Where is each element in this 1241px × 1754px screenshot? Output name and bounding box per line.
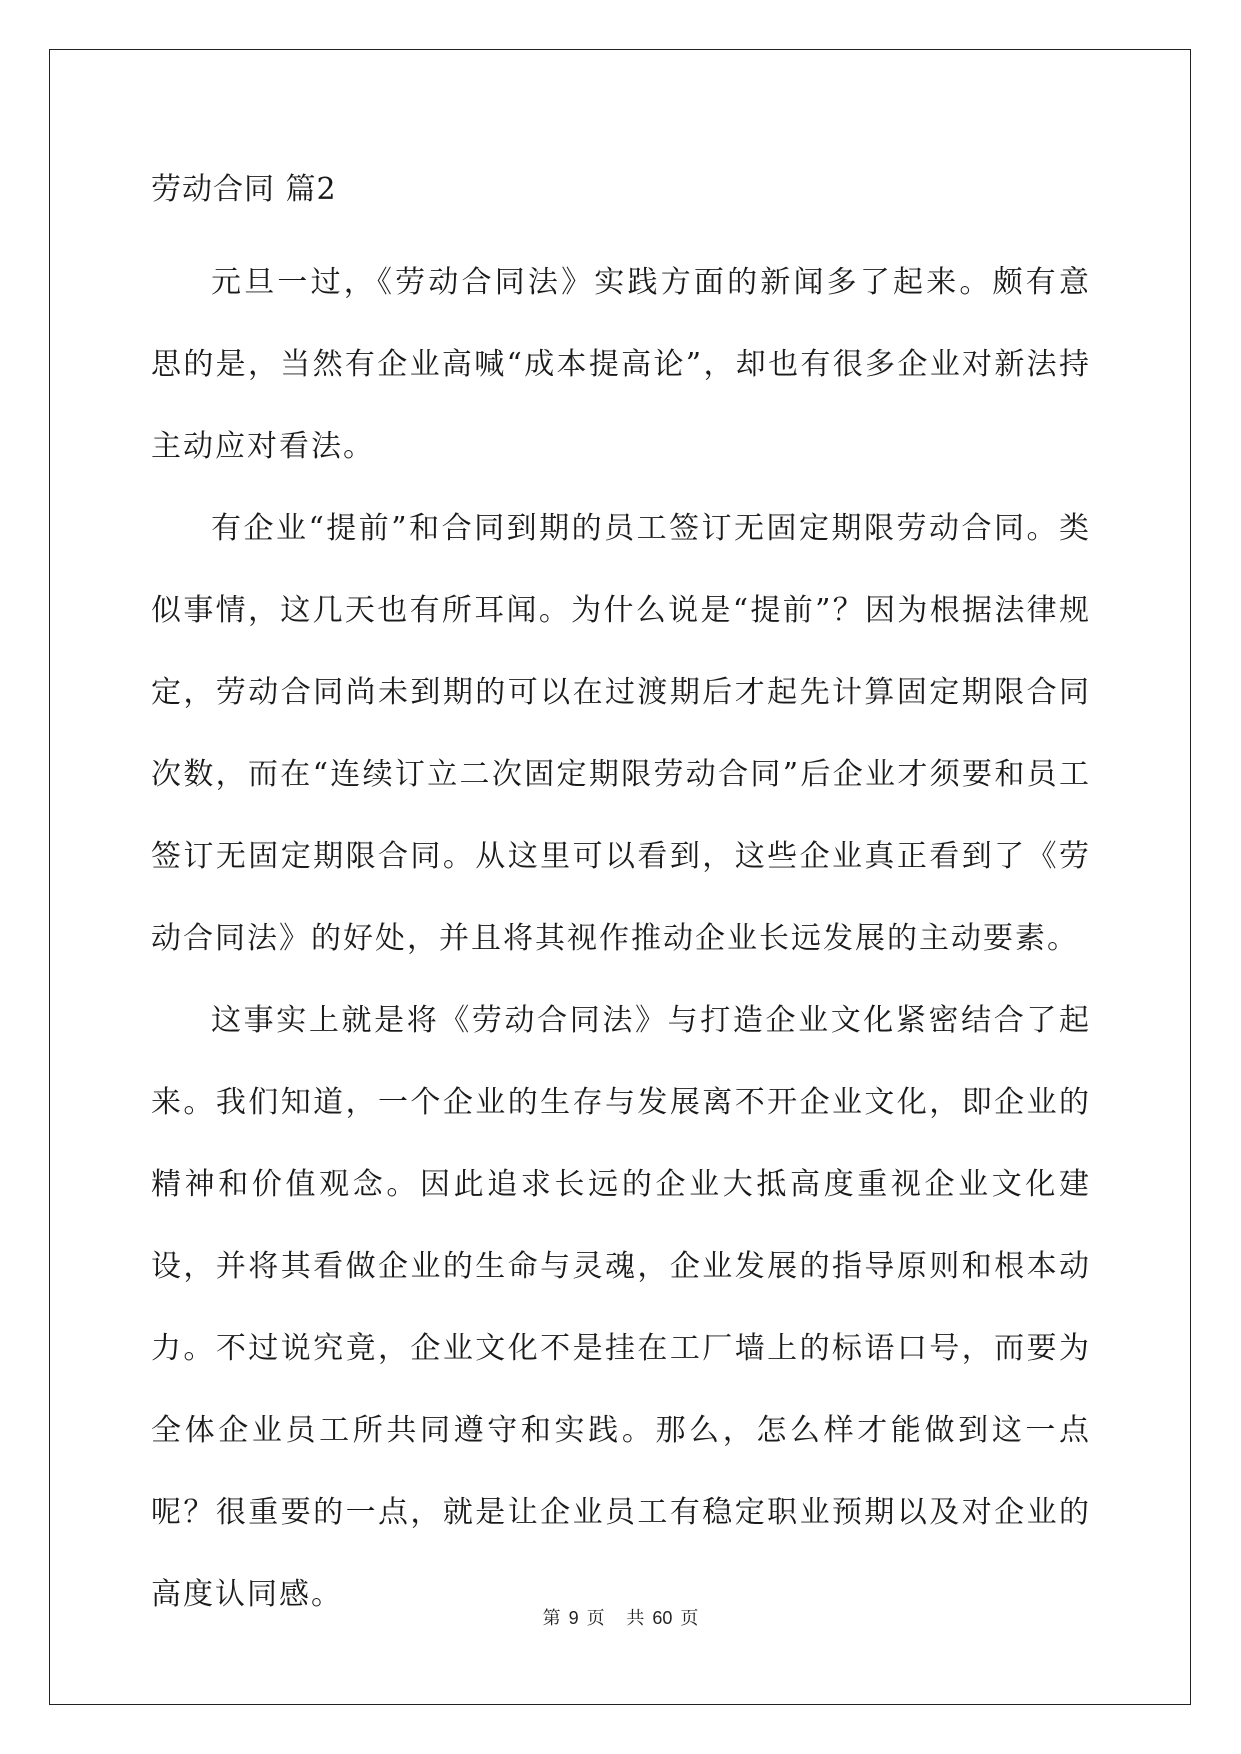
paragraph-2: 有企业“提前”和合同到期的员工签订无固定期限劳动合同。类似事情，这几天也有所耳闻。为什么说是“提前”？因为根据法律规定，劳动合同尚未到期的可以在过渡期后才起先计算固定期限合同次数，而在“连续订立二次固定期限劳动合同”后企业才须要和员工签订无固定期限合同。从这里可以看到，这些企业真正看到了《劳动合同法》的好处，并且将其视作推动企业长远发展的主动要素。: [151, 511, 1091, 956]
page-prefix: 第: [542, 1608, 561, 1629]
total-indicator: [622, 1608, 702, 1629]
page-indicator: [539, 1608, 609, 1629]
paragraph-1: 元旦一过，《劳动合同法》实践方面的新闻多了起来。颇有意思的是，当然有企业高喊“成本提高论”，却也有很多企业对新法持主动应对看法。: [151, 265, 1091, 464]
page-footer: [0, 1606, 1241, 1631]
total-prefix: 共: [626, 1608, 645, 1629]
total-pages: 60: [652, 1608, 673, 1628]
section-heading: 劳动合同 篇2: [151, 172, 337, 207]
page-suffix: 页: [586, 1608, 605, 1629]
document-body: [151, 160, 1091, 1636]
paragraph-3: 这事实上就是将《劳动合同法》与打造企业文化紧密结合了起来。我们知道，一个企业的生存与发展离不开企业文化，即企业的精神和价值观念。因此追求长远的企业大抵高度重视企业文化建设，并将其看做企业的生命与灵魂，企业发展的指导原则和根本动力。不过说究竟，企业文化不是挂在工厂墙上的标语口号，而要为全体企业员工所共同遵守和实践。那么，怎么样才能做到这一点呢？很重要的一点，就是让企业员工有稳定职业预期以及对企业的高度认同感。: [151, 1003, 1091, 1612]
total-suffix: 页: [680, 1608, 699, 1629]
page-number: 9: [568, 1608, 579, 1628]
